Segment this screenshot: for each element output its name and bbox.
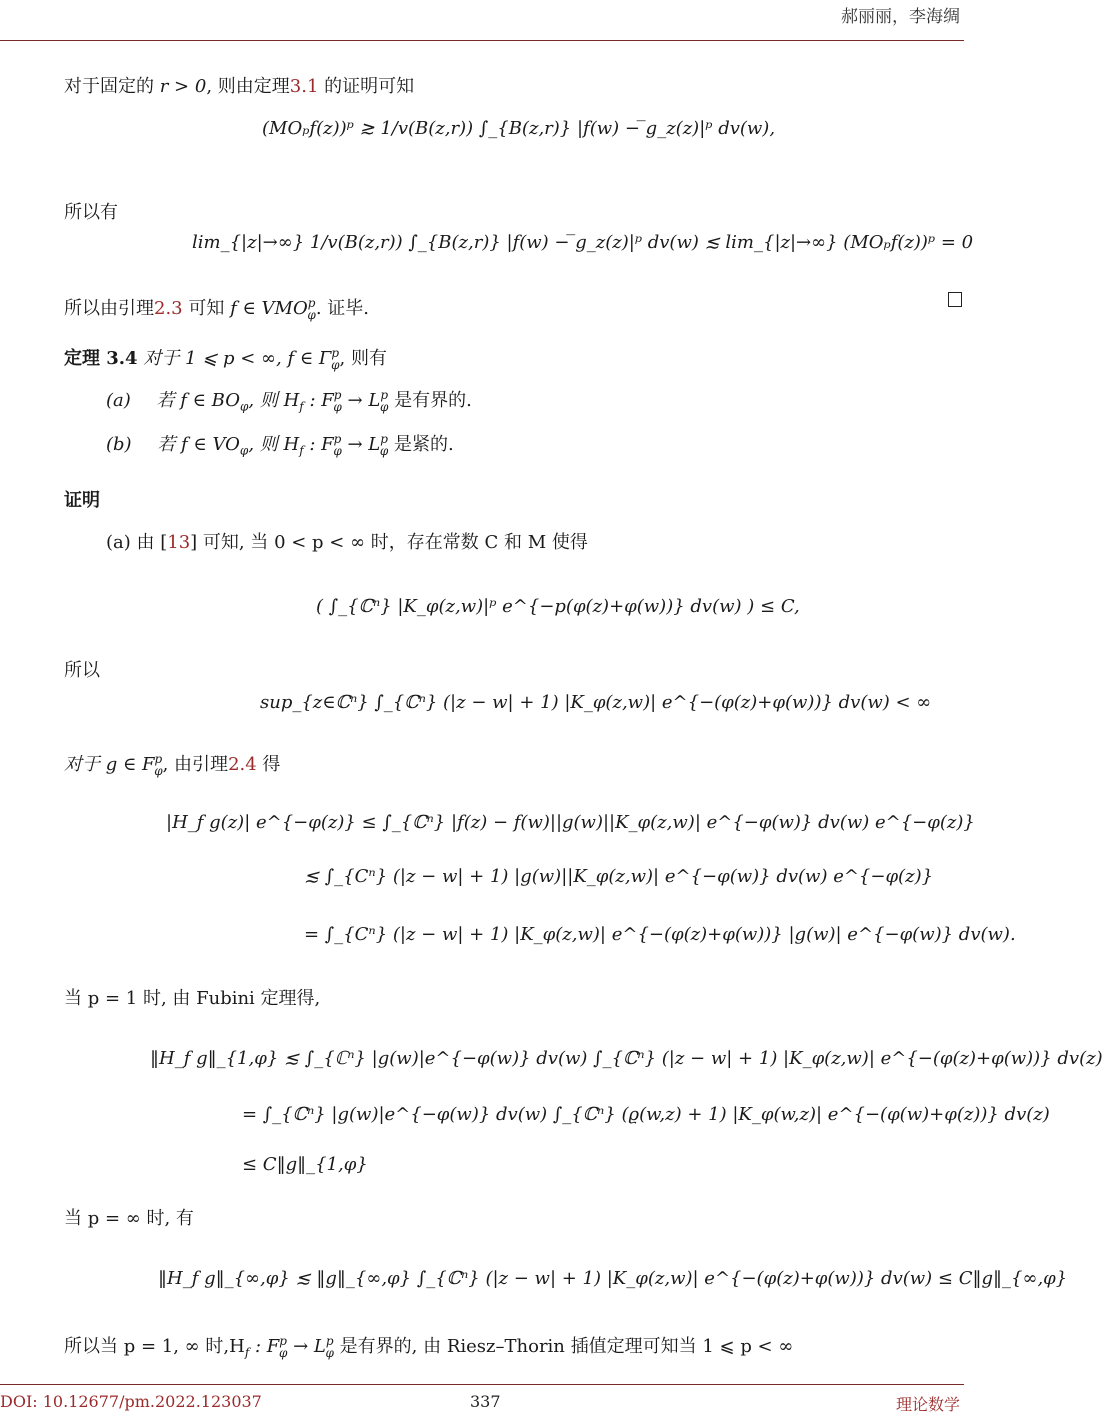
footer-journal-name: 理论数学 — [895, 1395, 960, 1414]
equation-text: = ∫_{Cⁿ} (|z − w| + 1) |K_φ(z,w)| e^{−(φ(z)+φ(w))} |g(w)| e^{−φ(w)} dv(w). — [304, 924, 1016, 945]
equation-text: ≲ ∫_{Cⁿ} (|z − w| + 1) |g(w)||K_φ(z,w)| e^{−φ(w)} dv(w) e^{−φ(z)} — [304, 866, 934, 887]
text-span: , 则由定理 — [206, 76, 290, 97]
text-span: 对于 g ∈ F — [64, 754, 155, 775]
text-line-1 — [64, 76, 414, 98]
header-rule — [0, 40, 964, 41]
equation-text: lim_{|z|→∞} 1/v(B(z,r)) ∫_{B(z,r)} |f(w) − ̅g_z(z)|ᵖ dv(w) ≲ lim_{|z|→∞} (MOₚf(z))ᵖ = 0 — [192, 232, 974, 253]
text-span: 所以由引理 — [64, 298, 154, 319]
equation-6c — [242, 1154, 368, 1175]
lemma-reference-link[interactable]: 2.3 — [154, 298, 183, 319]
proof-line-a — [106, 532, 588, 554]
footer-page-number: 337 — [470, 1392, 501, 1411]
text-line-5: 对于 g ∈ $F^p_\varphi$, 由引理2.4 得 — [64, 752, 281, 778]
footer-rule — [0, 1384, 964, 1385]
header-authors: 郝丽丽，李海绸 — [841, 7, 960, 27]
text-span: 所以 — [64, 660, 100, 681]
theorem-text: 对于 1 ⩽ p < ∞, f ∈ Γ — [137, 348, 332, 369]
equation-text: ‖H_f g‖_{∞,φ} ≲ ‖g‖_{∞,φ} ∫_{ℂⁿ} (|z − w| + 1) |K_φ(z,w)| e^{−(φ(z)+φ(w))} dv(w) ≤ C‖g‖_{∞,φ} — [158, 1268, 1068, 1289]
equation-2 — [192, 232, 973, 253]
theorem-label: 定理 3.4 — [64, 348, 138, 369]
item-text: 若 f ∈ BO — [156, 390, 240, 411]
qed-box — [948, 292, 962, 307]
item-label: (b) — [106, 434, 132, 455]
text-span: , 由引理 — [162, 754, 229, 775]
text-span: 所以有 — [64, 202, 118, 223]
text-line-7 — [64, 1208, 194, 1230]
math-inline: r > 0 — [159, 76, 207, 97]
equation-6a — [150, 1048, 1103, 1069]
equation-7 — [158, 1268, 1067, 1289]
text-span: . 证毕. — [315, 298, 369, 319]
equation-text: ( ∫_{ℂⁿ} |K_φ(z,w)|ᵖ e^{−p(φ(z)+φ(w))} dv(w) ) ≤ C, — [316, 596, 800, 617]
equation-text: |H_f g(z)| e^{−φ(z)} ≤ ∫_{ℂⁿ} |f(z) − f(w)||g(w)||K_φ(z,w)| e^{−φ(w)} dv(w) e^{−φ(z)} — [166, 812, 975, 833]
text-span: 可知 — [182, 298, 231, 319]
theorem-item-b: (b) 若 f ∈ $VO_\varphi$, 则 $H_f$ : $F^p_\varphi \to L^p_\varphi$ 是紧的. — [106, 432, 454, 458]
item-text: 若 f ∈ VO — [157, 434, 240, 455]
text-span: 得 — [256, 754, 281, 775]
proof-heading: 证明 — [64, 490, 100, 511]
text-line-4 — [64, 660, 100, 682]
text-line-2 — [64, 202, 118, 224]
item-text: , 则 H — [248, 390, 300, 411]
equation-text: ≤ C‖g‖_{1,φ} — [242, 1154, 368, 1175]
equation-text: ‖H_f g‖_{1,φ} ≲ ∫_{ℂⁿ} |g(w)|e^{−φ(w)} dv(w) ∫_{ℂⁿ} (|z − w| + 1) |K_φ(z,w)| e^{−(φ(z)+φ(w))} dv(z) — [150, 1048, 1103, 1069]
math-inline: f ∈ VMO — [230, 298, 308, 319]
lemma-reference-link[interactable]: 2.4 — [228, 754, 257, 775]
equation-5b — [304, 866, 933, 887]
text-line-6 — [64, 988, 320, 1010]
text-span: 所以当 p = 1, ∞ 时,H — [64, 1336, 245, 1357]
equation-3 — [316, 596, 800, 617]
text-span: (a) 由 [ — [106, 532, 168, 553]
equation-6b — [242, 1104, 1050, 1125]
theorem-reference-link[interactable]: 3.1 — [289, 76, 319, 97]
text-span: 当 p = 1 时, 由 Fubini 定理得, — [64, 988, 321, 1009]
item-text: 是紧的. — [388, 434, 454, 455]
equation-text: sup_{z∈ℂⁿ} ∫_{ℂⁿ} (|z − w| + 1) |K_φ(z,w)| e^{−(φ(z)+φ(w))} dv(w) < ∞ — [260, 692, 932, 713]
item-text: 是有界的. — [388, 390, 472, 411]
item-label: (a) — [106, 390, 131, 411]
equation-1 — [262, 118, 775, 139]
text-span: 对于固定的 — [64, 76, 160, 97]
text-line-8: 所以当 p = 1, ∞ 时$,H_f$ : $F^p_\varphi \to L^p_\varphi$ 是有界的, 由 Riesz–Thorin 插值定理可知当 1 ⩽ p < ∞ — [64, 1334, 794, 1360]
text-span: 当 p = ∞ 时, 有 — [64, 1208, 194, 1229]
equation-5c — [304, 924, 1016, 945]
text-line-3: 所以由引理2.3 可知 f ∈ $VMO^p_\varphi$. 证毕. — [64, 296, 369, 322]
text-span: 是有界的, 由 Riesz–Thorin 插值定理可知当 1 ⩽ p < ∞ — [333, 1336, 794, 1357]
text-span: ] 可知, 当 0 < p < ∞ 时，存在常数 C 和 M 使得 — [190, 532, 588, 553]
equation-4 — [260, 692, 931, 713]
equation-text: = ∫_{ℂⁿ} |g(w)|e^{−φ(w)} dv(w) ∫_{ℂⁿ} (ϱ(w,z) + 1) |K_φ(w,z)| e^{−(φ(w)+φ(z))} dv(z) — [242, 1104, 1050, 1125]
text-span: : F — [249, 1336, 280, 1357]
item-text: , 则 H — [248, 434, 300, 455]
equation-5a — [166, 812, 975, 833]
text-span: , 则有 — [339, 348, 387, 369]
theorem-item-a: (a) 若 f ∈ $BO_\varphi$, 则 $H_f$ : $F^p_\varphi \to L^p_\varphi$ 是有界的. — [106, 388, 472, 414]
theorem-3-4: 定理 3.4 对于 1 ⩽ p < ∞, f ∈ $\Gamma^p_\varphi$, 则有 — [64, 346, 387, 372]
text-span: 的证明可知 — [318, 76, 415, 97]
equation-text: (MOₚf(z))ᵖ ≳ 1/v(B(z,r)) ∫_{B(z,r)} |f(w) − ̅g_z(z)|ᵖ dv(w), — [262, 118, 776, 139]
footer-doi-link[interactable]: DOI: 10.12677/pm.2022.123037 — [0, 1392, 262, 1411]
citation-link[interactable]: 13 — [167, 532, 191, 553]
